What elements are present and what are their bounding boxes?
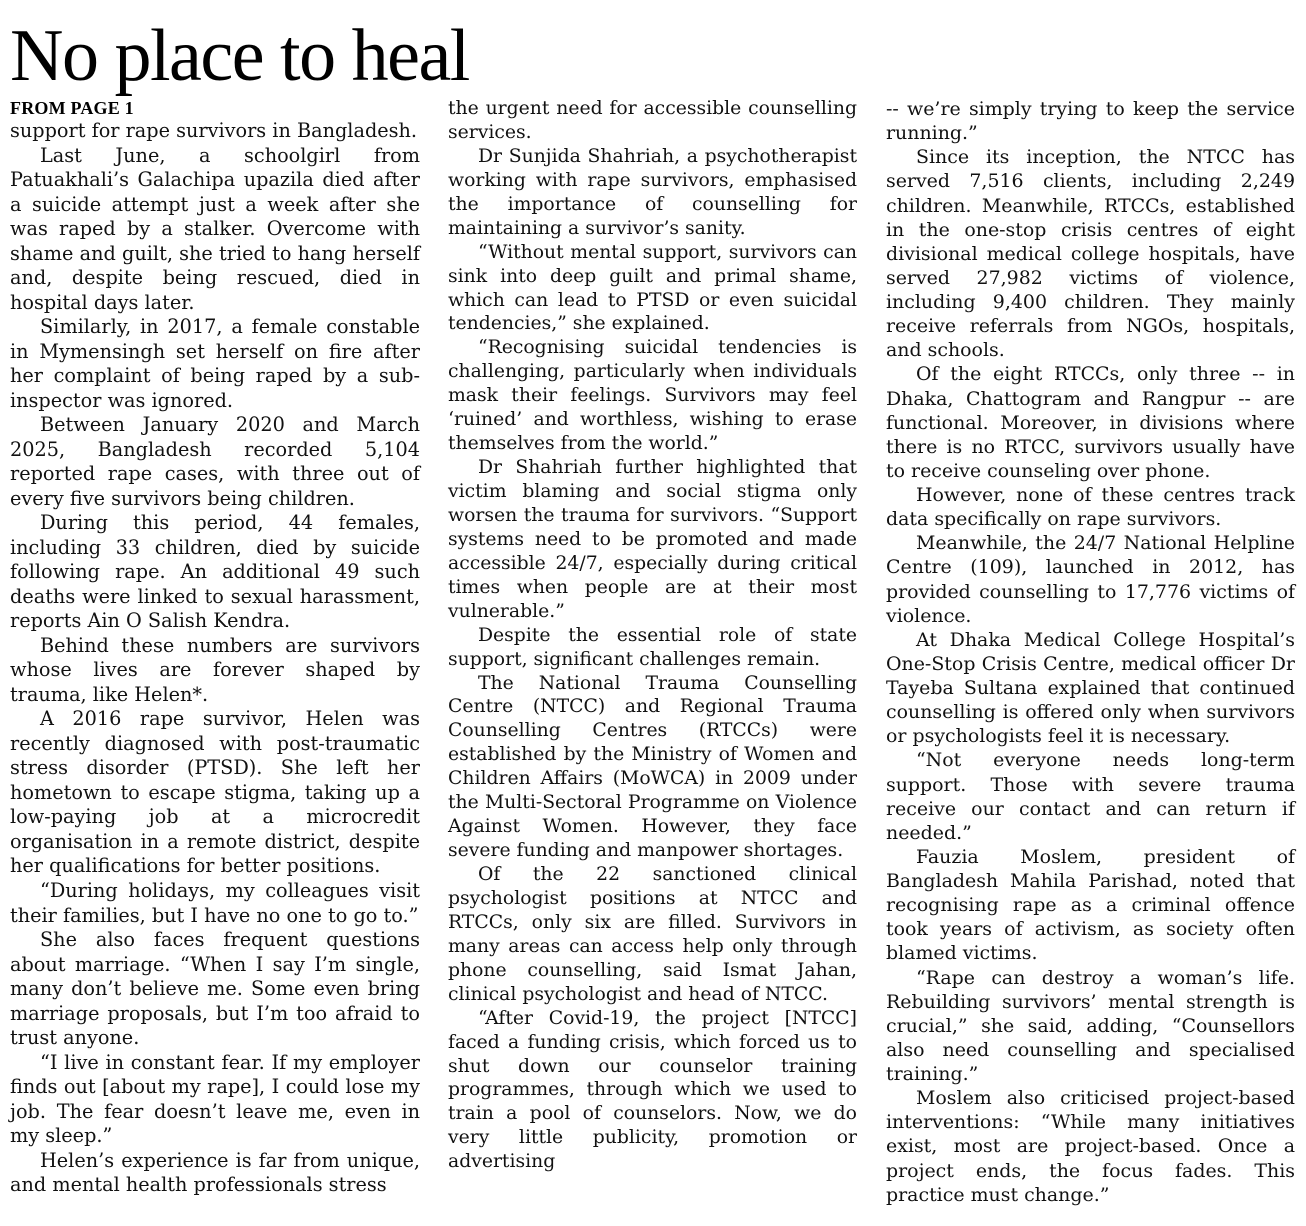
paragraph: Meanwhile, the 24/7 National Helpline Centre (109), launched in 2012, has provided counselling to 17,776 victims of violence. bbox=[886, 532, 1295, 627]
continuation-kicker: FROM PAGE 1 bbox=[10, 98, 134, 118]
paragraph: A 2016 rape survivor, Helen was recently diagnosed with post-traumatic stress disorder (PTSD). She left her hometown to escape stigma, taking up a low-paying job at a microcredit organisation in a remote district, despite her qualifications for better positions. bbox=[10, 707, 420, 878]
paragraph: She also faces frequent questions about marriage. “When I say I’m single, many don’t believe me. Some even bring marriage proposals, but I’m too afraid to trust anyone. bbox=[10, 928, 420, 1050]
paragraph: Between January 2020 and March 2025, Bangladesh recorded 5,104 reported rape cases, with three out of every five survivors being children. bbox=[10, 413, 420, 510]
paragraph: “Rape can destroy a woman’s life. Rebuilding survivors’ mental strength is crucial,” she said, adding, “Counsellors also need counselling and specialised training.” bbox=[886, 966, 1295, 1085]
paragraph: Last June, a schoolgirl from Patuakhali’s Galachipa upazila died after a suicide attempt just a week after she was raped by a stalker. Overcome with shame and guilt, she tried to hang herself and, despite being rescued, died in hospital days later. bbox=[10, 143, 420, 314]
paragraph: the urgent need for accessible counselling services. bbox=[448, 98, 857, 143]
paragraph: “Recognising suicidal tendencies is challenging, particularly when individuals mask their feelings. Survivors may feel ‘ruined’ and worthless, wishing to erase themselves from the world.” bbox=[448, 337, 857, 455]
paragraph: Of the eight RTCCs, only three -- in Dhaka, Chattogram and Rangpur -- are functional. Moreover, in divisions where there is no RTCC, survivors usually have to receive counseling over phone. bbox=[886, 363, 1295, 482]
article-column-1 bbox=[10, 97, 420, 1198]
paragraph: “Not everyone needs long-term support. Those with severe trauma receive our contact and can return if needed.” bbox=[886, 749, 1295, 844]
paragraph: Dr Sunjida Shahriah, a psychotherapist working with rape survivors, emphasised the importance of counselling for maintaining a survivor’s sanity. bbox=[448, 145, 857, 239]
paragraph: “Without mental support, survivors can sink into deep guilt and primal shame, which can lead to PTSD or even suicidal tendencies,” she explained. bbox=[448, 241, 857, 335]
paragraph: However, none of these centres track data specifically on rape survivors. bbox=[886, 484, 1295, 531]
paragraph: Despite the essential role of state support, significant challenges remain. bbox=[448, 624, 857, 670]
paragraph: The National Trauma Counselling Centre (NTCC) and Regional Trauma Counselling Centres (RTCCs) were established by the Ministry of Women and Children Affairs (MoWCA) in 2009 under the Multi-Sectoral Programme on Violence Against Women. However, they face severe funding and manpower shortages. bbox=[448, 672, 857, 862]
paragraph: Helen’s experience is far from unique, and mental health professionals stress bbox=[10, 1148, 420, 1197]
paragraph: “After Covid-19, the project [NTCC] faced a funding crisis, which forced us to shut down our counselor training programmes, through which we used to train a pool of counselors. Now, we do very little publicity, promotion or advertising bbox=[448, 1007, 857, 1173]
paragraph: -- we’re simply trying to keep the service running.” bbox=[886, 98, 1295, 145]
paragraph: support for rape survivors in Bangladesh. bbox=[10, 119, 418, 142]
paragraph: Similarly, in 2017, a female constable in Mymensingh set herself on fire after her complaint of being raped by a sub-inspector was ignored. bbox=[10, 315, 420, 412]
paragraph: “I live in constant fear. If my employer finds out [about my rape], I could lose my job. The fear doesn’t leave me, even in my sleep.” bbox=[10, 1050, 420, 1148]
paragraph: Since its inception, the NTCC has served 7,516 clients, including 2,249 children. Meanwhile, RTCCs, established in the one-stop crisis centres of eight divisional medical college hospitals, have served 27,982 victims of violence, including 9,400 children. They mainly receive referrals from NGOs, hospitals, and schools. bbox=[886, 146, 1295, 362]
paragraph: Fauzia Moslem, president of Bangladesh Mahila Parishad, noted that recognising rape as a criminal offence took years of activism, as society often blamed victims. bbox=[886, 845, 1295, 965]
headline: No place to heal bbox=[10, 15, 469, 97]
paragraph: Behind these numbers are survivors whose lives are forever shaped by trauma, like Helen*. bbox=[10, 633, 420, 706]
article-column-3 bbox=[886, 97, 1295, 1207]
paragraph: Dr Shahriah further highlighted that victim blaming and social stigma only worsen the trauma for survivors. “Support systems need to be promoted and made accessible 24/7, especially during critical times when people are at their most vulnerable.” bbox=[448, 457, 857, 622]
paragraph: During this period, 44 females, including 33 children, died by suicide following rape. An additional 49 such deaths were linked to sexual harassment, reports Ain O Salish Kendra. bbox=[10, 511, 420, 633]
paragraph: “During holidays, my colleagues visit their families, but I have no one to go to.” bbox=[10, 878, 420, 927]
paragraph: Moslem also criticised project-based interventions: “While many initiatives exist, most are project-based. Once a project ends, the focus fades. This practice must change.” bbox=[886, 1087, 1295, 1206]
paragraph: Of the 22 sanctioned clinical psychologist positions at NTCC and RTCCs, only six are filled. Survivors in many areas can access help only through phone counselling, said Ismat Jahan, clinical psychologist and head of NTCC. bbox=[448, 864, 857, 1005]
article-column-2 bbox=[448, 97, 857, 1174]
paragraph: At Dhaka Medical College Hospital’s One-Stop Crisis Centre, medical officer Dr Tayeba Sultana explained that continued counselling is offered only when survivors or psychologists feel it is necessary. bbox=[886, 628, 1295, 748]
